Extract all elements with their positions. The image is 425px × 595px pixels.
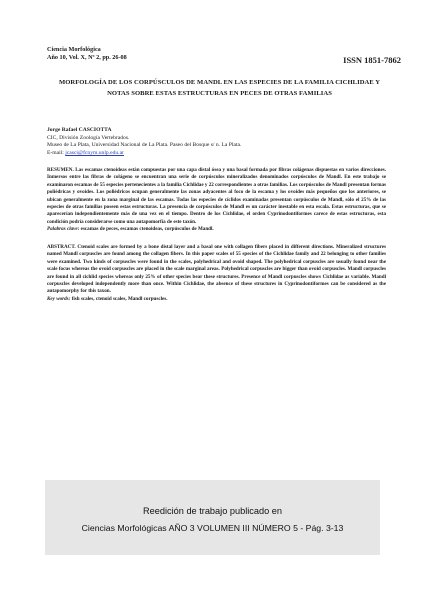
journal-name: Ciencia Morfológica <box>47 46 101 53</box>
author-email-line <box>47 150 387 158</box>
abstract-keywords-text: fish scales, ctenoid scales, Mandl corpuscles. <box>70 295 168 302</box>
issn-label: ISSN 1851-7862 <box>343 55 401 65</box>
republication-notice <box>45 480 380 555</box>
author-name: Jorge Rafael CASCIOTTA <box>47 127 112 133</box>
resumen-section <box>47 167 386 234</box>
abstract-section <box>47 244 386 303</box>
author-block <box>47 127 387 157</box>
email-link[interactable]: jcasci@fcnym.unlp.edu.ar <box>65 149 124 156</box>
author-affiliation-1: CIC, División Zoología Vertebrados. <box>47 134 130 141</box>
paper-title: MORFOLOGÍA DE LOS CORPÚSCULOS DE MANDL EN LAS ESPECIES DE LA FAMILIA CICHLIDAE Y NOTAS SOBRE ESTAS ESTRUCTURAS EN PECES DE OTRAS FAMILIAS <box>58 79 381 97</box>
journal-header <box>47 46 127 62</box>
volume-line: Año 10, Vol. X, Nº 2, pp. 26-08 <box>47 54 127 61</box>
abstract-heading: ABSTRACT. <box>47 244 76 250</box>
resumen-keywords-text: escamas de peces, escamas ctenoideas, corpúsculos de Mandl. <box>79 226 214 233</box>
republication-line-2: Ciencias Morfológicas AÑO 3 VOLUMEN III NÚMERO 5 - Pág. 3-13 <box>81 523 344 533</box>
abstract-text: Ctenoid scales are formed by a bone distal layer and a basal one with collagen fibers placed in different directions. Mineralized structures named Mandl corpuscles are found among the collagen fibers. In this paper scales of 55 species of the Cichlidae family and 22 belonging to other families were examined. Two kinds of corpuscles were found in the scales, polyhedrical and ovoid shaped. The polyhedrical corpuscles are usually found near the scale focus whereas the ovoid corpuscles are placed in the scale marginal areas. Polyhedrical corpuscles are bigger than ovoid corpuscles. Mandl corpuscles are found in all cichlid species whereas only 25% of other species bear these structures. Presence of Mandl corpuscles shows Cichlidae as variable. Mandl corpuscles developed independently more than once. Within Cichlidae, the absence of these structures in Cyprinodontiformes can be considered as the autapomorphy for this taxon. <box>47 244 386 295</box>
resumen-text: Las escamas ctenoideas están compuestas por una capa distal ósea y una basal formada por fibras colágenas dispuestas en varios direcciones. Inmersos entre las fibras de colágeno se encuentran una serie de corpúsculos mineralizados denominados corpúsculos de Mandl. En este trabajo se examinaron escamas de 55 especies pertenecientes a la familia Cichlidae y 22 correspondientes a otras familias. Los corpúsculos de Mandl presentan formas poliédricas y ovoides. Los poliédricos ocupan generalmente las zonas adyacentes al foco de la escama y los ovoides más pequeños que los anteriores, se ubican generalmente en la zona marginal de las escamas. Todas las especies de cíclidos examinadas presentan corpúsculos de Mandl, sólo el 25% de las especies de otras familias poseen estas estructuras. La presencia de corpúsculos de Mandl es un carácter inestable en esta escala. Estas estructuras, que se aparecerían independientemente más de una vez en el tiempo. Dentro de los Cichlidae, el orden Cyprinodontiformes carece de estas estructuras, esta condición podría considerarse como una autapomorfía de este taxón. <box>47 167 386 225</box>
abstract-keywords <box>47 296 386 303</box>
resumen-heading: RESUMEN. <box>47 167 74 173</box>
resumen-keywords <box>47 226 386 233</box>
email-label: E-mail: <box>47 149 64 156</box>
resumen-keywords-label: Palabras clave: <box>47 226 80 233</box>
republication-line-1: Reedición de trabajo publicado en <box>143 506 282 516</box>
author-affiliation-2: Museo de La Plata, Universidad Nacional de La Plata. Paseo del Bosque s/ n. La Plata. <box>47 142 242 149</box>
abstract-keywords-label: Key words: <box>47 295 71 302</box>
